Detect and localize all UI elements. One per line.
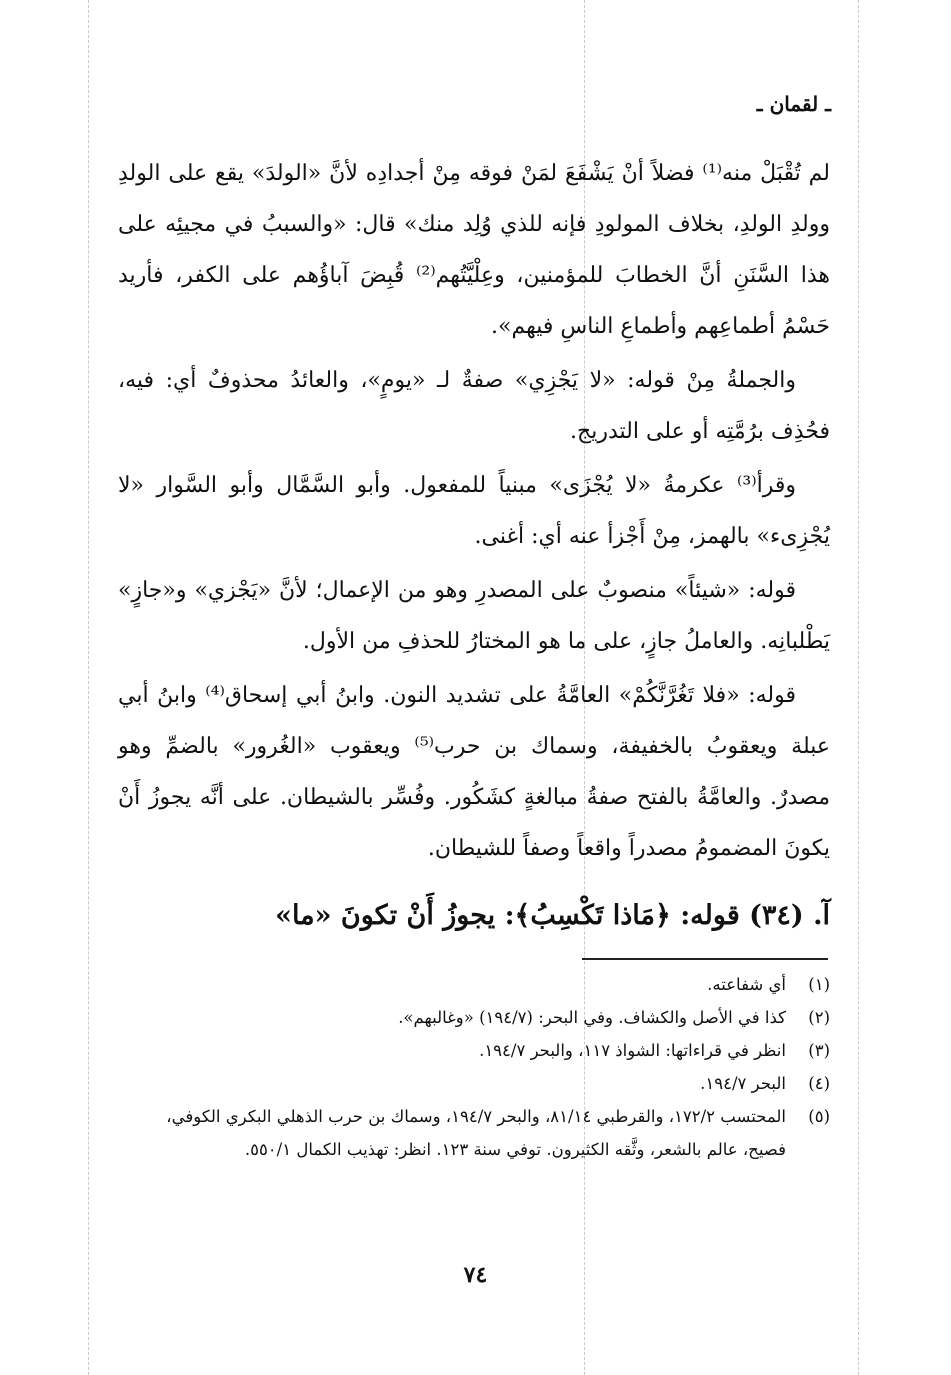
footnote-text: كذا في الأصل والكشاف. وفي البحر: (١٩٤/٧) «وغالبهم».: [398, 1008, 786, 1027]
verse-heading: آ. (٣٤) قوله: ﴿مَاذا تَكْسِبُ﴾: يجوزُ أَنْ تكونَ «ما»: [275, 900, 830, 931]
footnote-number: (٥): [808, 1107, 830, 1126]
footnote-separator: [582, 958, 828, 960]
running-header: ـ لقمان ـ: [756, 92, 831, 116]
footnote-number: (١): [808, 975, 830, 994]
footnote-text: أي شفاعته.: [707, 975, 786, 994]
scan-guide-line: [88, 0, 89, 1375]
paragraph: قوله: «فلا تَغُرَّنَّكُمْ» العامَّةُ على تشديد النون. وابنُ أبي إسحاق⁽⁴⁾ وابنُ أبي عبلة ويعقوبُ بالخفيفة، وسماك بن حرب⁽⁵⁾ ويعقوب «الغُرور» بالضمِّ وهو مصدرٌ. والعامَّةُ بالفتح صفةُ مبالغةٍ كشَكُور. وفُسِّر بالشيطان. على أنَّه يجوزُ أَنْ يكونَ المضمومُ مصدراً واقعاً وصفاً للشيطان.: [118, 683, 830, 861]
footnote-text: المحتسب ١٧٢/٢، والقرطبي ٨١/١٤، والبحر ١٩٤/٧، وسماك بن حرب الذهلي البكري الكوفي، فصيح، عالم بالشعر، وثَّقه الكثيرون. توفي سنة ١٢٣. انظر: تهذيب الكمال ٥٥٠/١.: [166, 1107, 786, 1159]
main-text: [118, 148, 830, 947]
footnotes: [118, 968, 830, 1166]
footnote: [118, 1001, 830, 1034]
footnote: [118, 1034, 830, 1067]
footnote-text: انظر في قراءاتها: الشواذ ١١٧، والبحر ١٩٤/٧.: [479, 1041, 786, 1060]
footnote-number: (٣): [808, 1041, 830, 1060]
paragraph: لم تُقْبَلْ منه⁽¹⁾ فضلاً أنْ يَشْفَعَ لمَنْ فوقه مِنْ أجدادِه لأنَّ «الولدَ» يقع على الولدِ وولدِ الولدِ، بخلاف المولودِ فإنه للذي وُلِد منك» قال: «والسببُ في مجيئِه على هذا السَّنَنِ أنَّ الخطابَ للمؤمنين، وعِلْيَّتُهم⁽²⁾ قُبِضَ آباؤُهم على الكفر، فأريد حَسْمُ أطماعِهم وأطماعِ الناسِ فيهم».: [118, 161, 830, 339]
footnote-number: (٤): [808, 1074, 830, 1093]
paragraph: وقرأ⁽³⁾ عكرمةُ «لا يُجْزَى» مبنياً للمفعول. وأبو السَّمَّال وأبو السَّوار «لا يُجْزِىء» بالهمز، مِنْ أَجْزأ عنه أي: أغنى.: [118, 473, 830, 549]
paragraph: قوله: «شيئاً» منصوبٌ على المصدرِ وهو من الإعمال؛ لأنَّ «يَجْزي» و«جازٍ» يَطْلبانِه. والعاملُ جازٍ، على ما هو المختارُ للحذفِ من الأول.: [118, 578, 830, 654]
footnote: [118, 1067, 830, 1100]
footnote-text: البحر ١٩٤/٧.: [700, 1074, 786, 1093]
footnote: [118, 968, 830, 1001]
footnote: [118, 1100, 830, 1166]
scan-guide-line: [858, 0, 859, 1375]
footnote-number: (٢): [808, 1008, 830, 1027]
paragraph: والجملةُ مِنْ قوله: «لا يَجْزِي» صفةٌ لـ «يومٍ»، والعائدُ محذوفٌ أي: فيه، فحُذِف برُمَّتِه أو على التدريج.: [118, 368, 830, 444]
page-number: ٧٤: [463, 1262, 488, 1288]
